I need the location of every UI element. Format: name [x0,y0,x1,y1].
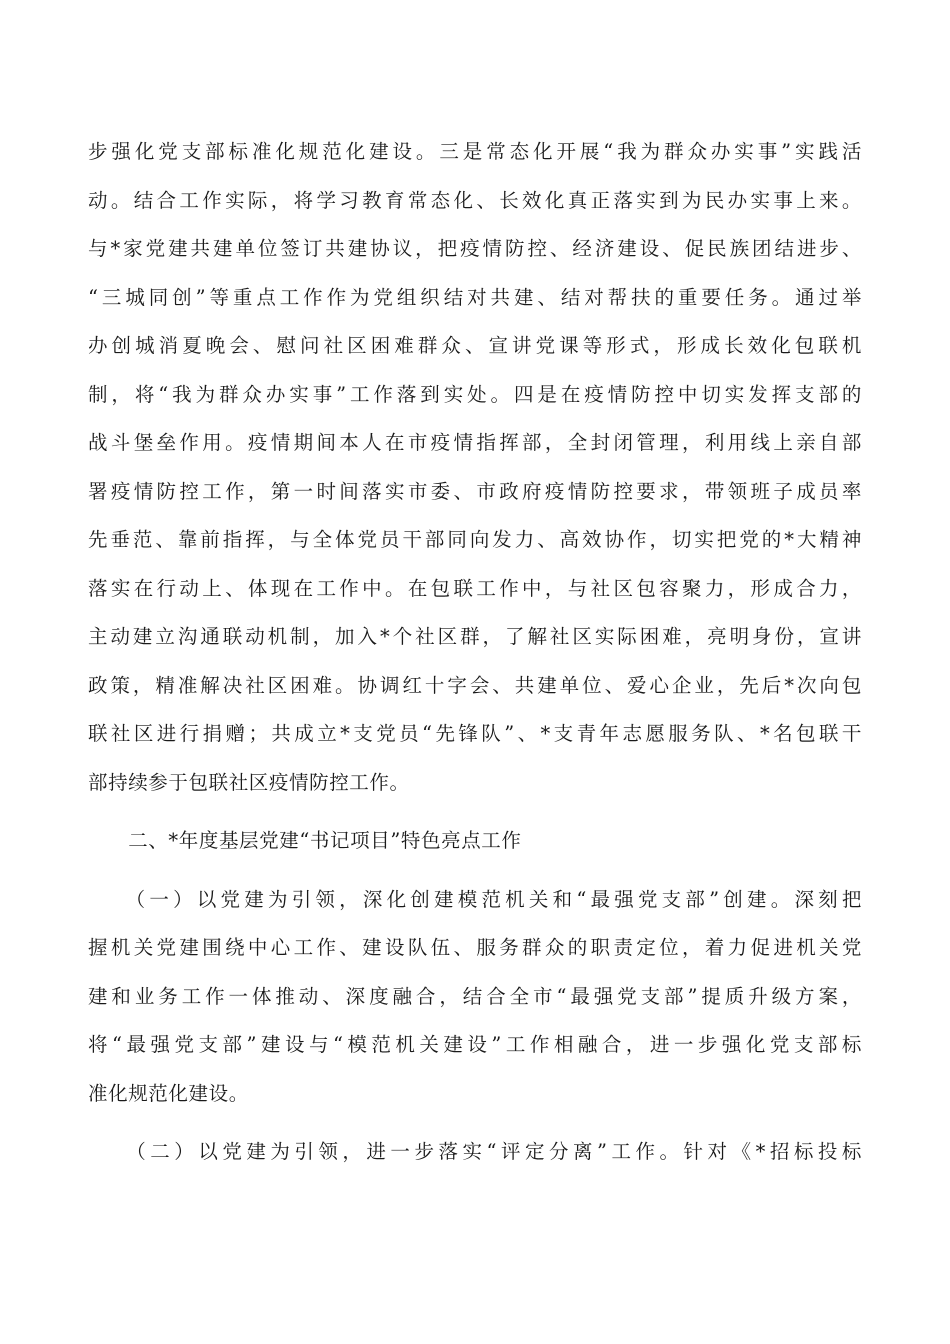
section-heading [88,817,862,866]
text-line: 制，将“我为群众办实事”工作落到实处。四是在疫情防控中切实发挥支部的 [88,382,862,406]
text-line: 政策，精准解决社区困难。协调红十字会、共建单位、爱心企业，先后*次向包 [88,673,862,697]
text-line: 部持续参于包联社区疫情防控工作。 [88,770,410,794]
text-line: 主动建立沟通联动机制，加入*个社区群，了解社区实际困难，亮明身份，宣讲 [88,625,862,648]
paragraph-gap [88,807,862,817]
text-line: 办创城消夏晚会、慰问社区困难群众、宣讲党课等形式，形成长效化包联机 [88,334,862,357]
text-line: 动。结合工作实际，将学习教育常态化、长效化真正落实到为民办实事上来。 [88,188,862,212]
text-line: （二）以党建为引领，进一步落实“评定分离”工作。针对《*招标投标 [88,1140,862,1163]
text-line: “三城同创”等重点工作作为党组织结对共建、结对帮扶的重要任务。通过举 [88,285,862,309]
text-line: 握机关党建围绕中心工作、建设队伍、服务群众的职责定位，着力促进机关党 [88,936,862,959]
paragraph-gap [88,1118,862,1128]
text-line: 联社区进行捐赠；共成立*支党员“先锋队”、*支青年志愿服务队、*名包联干 [88,722,862,745]
text-line: 步强化党支部标准化规范化建设。三是常态化开展“我为群众办实事”实践活 [88,140,862,163]
text-line: （一）以党建为引领，深化创建模范机关和“最强党支部”创建。深刻把 [88,887,862,911]
heading-line: 二、*年度基层党建“书记项目”特色亮点工作 [88,829,522,852]
text-line: 署疫情防控工作，第一时间落实市委、市政府疫情防控要求，带领班子成员率 [88,479,862,503]
paragraph-item-one [88,876,862,1119]
text-line: 将“最强党支部”建设与“模范机关建设”工作相融合，进一步强化党支部标 [88,1033,862,1056]
text-line: 落实在行动上、体现在工作中。在包联工作中，与社区包容聚力，形成合力， [88,576,862,600]
text-line: 战斗堡垒作用。疫情期间本人在市疫情指挥部，全封闭管理，利用线上亲自部 [88,431,862,454]
text-line: 先垂范、靠前指挥，与全体党员干部同向发力、高效协作，切实把党的*大精神 [88,528,862,551]
paragraph-continuation [88,128,862,807]
text-line: 与*家党建共建单位签订共建协议，把疫情防控、经济建设、促民族团结进步、 [88,237,862,260]
text-line: 准化规范化建设。 [88,1081,249,1105]
paragraph-gap [88,866,862,876]
document-page [88,128,862,1177]
text-line: 建和业务工作一体推动、深度融合，结合全市“最强党支部”提质升级方案， [88,984,862,1008]
paragraph-item-two [88,1128,862,1177]
